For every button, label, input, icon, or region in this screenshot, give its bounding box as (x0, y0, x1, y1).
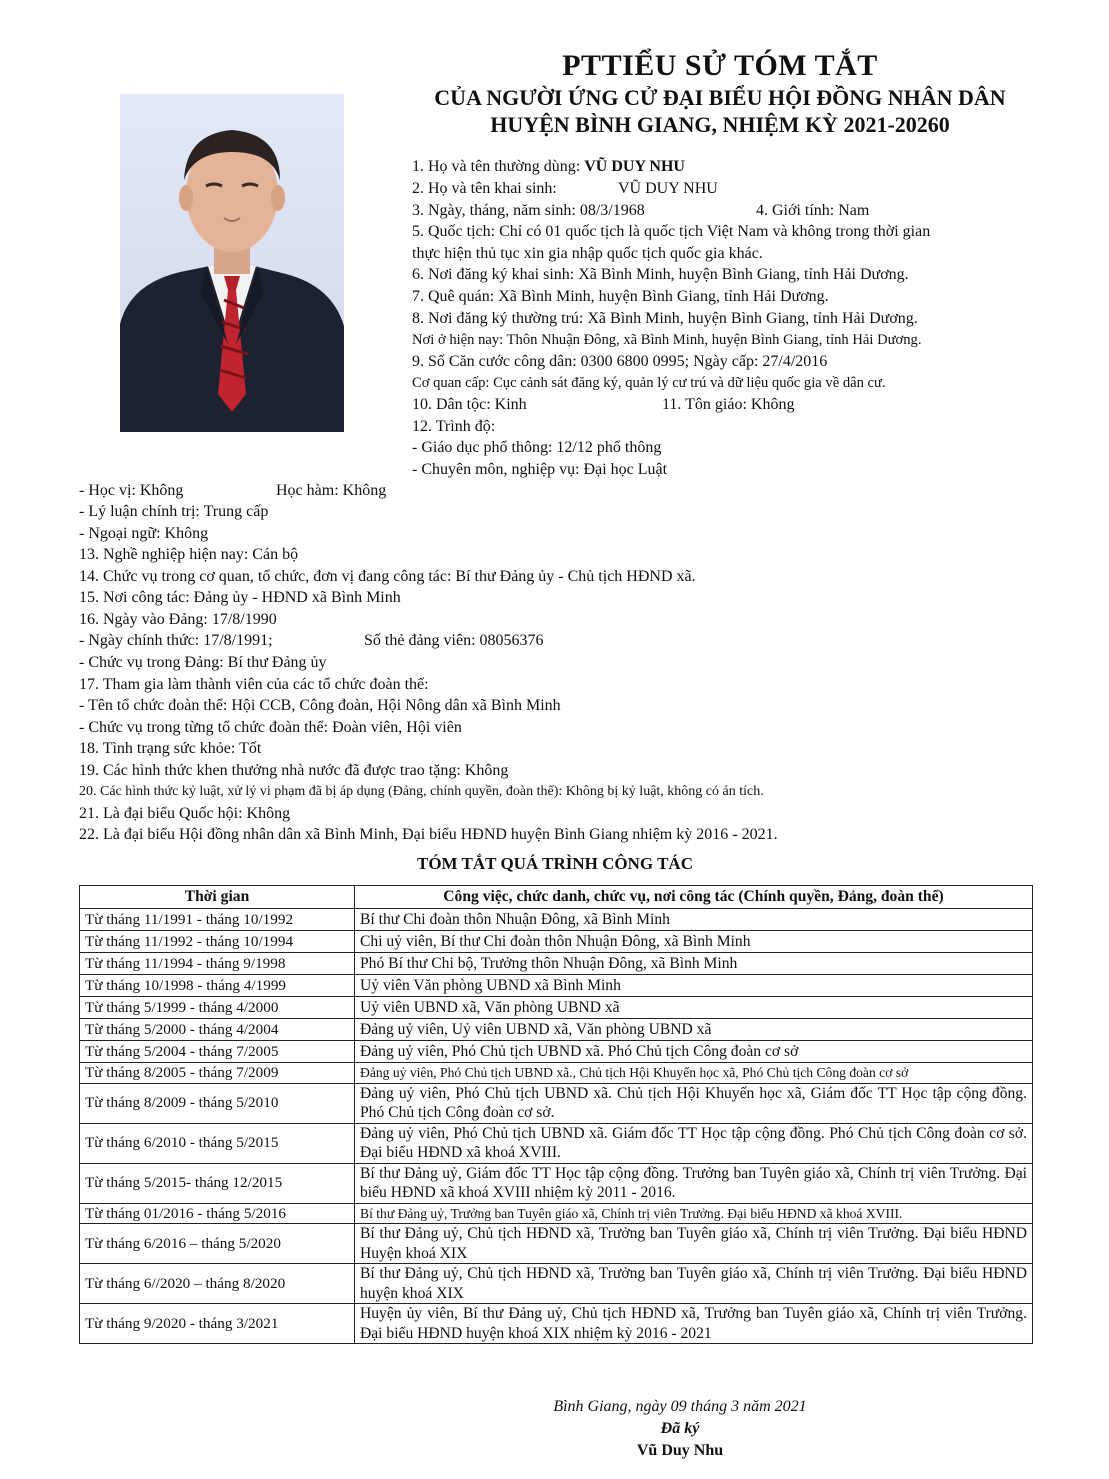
column-header-description: Công việc, chức danh, chức vụ, nơi công tác (Chính quyền, Đảng, đoàn thể) (355, 886, 1033, 909)
table-row (80, 1163, 1033, 1203)
work-period: Từ tháng 01/2016 - tháng 5/2016 (80, 1203, 355, 1224)
organizations-heading: 17. Tham gia làm thành viên của các tổ chức đoàn thể: (79, 676, 429, 693)
table-row (80, 931, 1033, 953)
permanent-residence: 8. Nơi đăng ký thường trú: Xã Bình Minh, huyện Bình Giang, tỉnh Hải Dương. (412, 310, 918, 327)
work-period: Từ tháng 11/1994 - tháng 9/1998 (80, 953, 355, 975)
work-period: Từ tháng 8/2009 - tháng 5/2010 (80, 1083, 355, 1123)
disciplinary-record: 20. Các hình thức kỷ luật, xử lý vi phạm đã bị áp dụng (Đảng, chính quyền, đoàn thể): Không bị kỷ luật, không có án tích. (79, 784, 764, 799)
work-description: Huyện ủy viên, Bí thư Đảng uỷ, Chủ tịch HĐND xã, Trưởng ban Tuyên giáo xã, Chính trị viên Trưởng. Đại biểu HĐND huyện khoá XIX nhiệm kỳ 2016 - 2021 (355, 1304, 1033, 1344)
nationality-line-1: 5. Quốc tịch: Chỉ có 01 quốc tịch là quốc tịch Việt Nam và không trong thời gian (412, 223, 931, 240)
table-header-row (80, 886, 1033, 909)
work-period: Từ tháng 6//2020 – tháng 8/2020 (80, 1264, 355, 1304)
work-period: Từ tháng 5/2004 - tháng 7/2005 (80, 1041, 355, 1063)
work-period: Từ tháng 8/2005 - tháng 7/2009 (80, 1063, 355, 1084)
document-subtitle-1: CỦA NGƯỜI ỨNG CỬ ĐẠI BIỂU HỘI ĐỒNG NHÂN DÂN (434, 85, 1006, 110)
bio-line-1 (412, 156, 685, 178)
birth-registration-place: 6. Nơi đăng ký khai sinh: Xã Bình Minh, huyện Bình Giang, tỉnh Hải Dương. (412, 266, 909, 283)
work-description: Đảng uỷ viên, Phó Chủ tịch UBND xã. Giám đốc TT Học tập cộng đồng. Phó Chủ tịch Công đoàn cơ sở. Đại biểu HĐND xã khoá XVIII. (355, 1123, 1033, 1163)
work-description: Uỷ viên Văn phòng UBND xã Bình Minh (355, 975, 1033, 997)
signer-name: Vũ Duy Nhu (636, 1442, 724, 1459)
professional-qualification: - Chuyên môn, nghiệp vụ: Đại học Luật (412, 461, 668, 478)
work-description: Chi uỷ viên, Bí thư Chi đoàn thôn Nhuận Đông, xã Bình Minh (355, 931, 1033, 953)
document-title: PTTIỂU SỬ TÓM TẮT (562, 49, 878, 82)
table-row (80, 1123, 1033, 1163)
work-period: Từ tháng 9/2020 - tháng 3/2021 (80, 1304, 355, 1344)
common-name-value: VŨ DUY NHU (584, 158, 685, 175)
work-history-table (79, 885, 1033, 1344)
work-description: Bí thư Đảng uỷ, Chủ tịch HĐND xã, Trưởng ban Tuyên giáo xã, Chính trị viên Trưởng. Đại biểu HĐND huyện khoá XIX (355, 1264, 1033, 1304)
work-period: Từ tháng 5/2015- tháng 12/2015 (80, 1163, 355, 1203)
issuing-authority: Cơ quan cấp: Cục cảnh sát đăng ký, quản lý cư trú và dữ liệu quốc gia về dân cư. (412, 375, 886, 391)
portrait-illustration (120, 94, 344, 432)
date-of-birth: 3. Ngày, tháng, năm sinh: 08/3/1968 (412, 202, 645, 219)
work-description: Uỷ viên UBND xã, Văn phòng UBND xã (355, 997, 1033, 1019)
work-history-rows (80, 909, 1033, 1344)
current-residence: Nơi ở hiện nay: Thôn Nhuận Đông, xã Bình Minh, huyện Bình Giang, tỉnh Hải Dương. (412, 332, 922, 348)
work-period: Từ tháng 6/2016 – tháng 5/2020 (80, 1224, 355, 1264)
foreign-language: - Ngoại ngữ: Không (79, 525, 209, 542)
table-row (80, 1083, 1033, 1123)
common-name-label: 1. Họ và tên thường dùng: (412, 158, 585, 175)
organization-positions: - Chức vụ trong từng tổ chức đoàn thể: Đoàn viên, Hội viên (79, 719, 462, 736)
political-theory: - Lý luận chính trị: Trung cấp (79, 503, 269, 520)
work-description: Đảng uỷ viên, Phó Chủ tịch UBND xã., Chủ tịch Hội Khuyến học xã, Phó Chủ tịch Công đoàn cơ sở (355, 1063, 1033, 1084)
signature-place-date: Bình Giang, ngày 09 tháng 3 năm 2021 (553, 1398, 807, 1415)
workplace: 15. Nơi công tác: Đảng ủy - HĐND xã Bình Minh (79, 589, 401, 606)
council-delegate: 22. Là đại biểu Hội đồng nhân dân xã Bình Minh, Đại biểu HĐND huyện Bình Giang nhiệm kỳ 2016 - 2021. (79, 826, 778, 843)
work-period: Từ tháng 5/2000 - tháng 4/2004 (80, 1019, 355, 1041)
work-description: Đảng uỷ viên, Phó Chủ tịch UBND xã. Phó Chủ tịch Công đoàn cơ sở (355, 1041, 1033, 1063)
table-row (80, 1304, 1033, 1344)
table-row (80, 975, 1033, 997)
ethnicity: 10. Dân tộc: Kinh (412, 396, 527, 413)
candidate-portrait-photo (120, 94, 344, 432)
table-row (80, 1041, 1033, 1063)
table-row (80, 953, 1033, 975)
gender: 4. Giới tính: Nam (756, 202, 870, 219)
academic-title: Học hàm: Không (276, 482, 387, 499)
academic-degree: - Học vị: Không (79, 482, 184, 499)
work-description: Bí thư Chi đoàn thôn Nhuận Đông, xã Bình Minh (355, 909, 1033, 931)
religion: 11. Tôn giáo: Không (662, 396, 795, 413)
organization-names: - Tên tổ chức đoàn thể: Hội CCB, Công đoàn, Hội Nông dân xã Bình Minh (79, 697, 561, 714)
work-period: Từ tháng 5/1999 - tháng 4/2000 (80, 997, 355, 1019)
table-row (80, 1264, 1033, 1304)
table-row (80, 1203, 1033, 1224)
party-official-date: - Ngày chính thức: 17/8/1991; (79, 632, 273, 649)
column-header-time: Thời gian (80, 886, 355, 909)
work-description: Bí thư Đảng uỷ, Giám đốc TT Học tập cộng đồng. Trưởng ban Tuyên giáo xã, Chính trị viên Trưởng. Đại biểu HĐND xã khoá XVIII nhiệm kỳ 2011 - 2016. (355, 1163, 1033, 1203)
work-period: Từ tháng 10/1998 - tháng 4/1999 (80, 975, 355, 997)
general-education: - Giáo dục phổ thông: 12/12 phổ thông (412, 439, 662, 456)
signature-status: Đã ký (660, 1420, 700, 1437)
birth-name-label: 2. Họ và tên khai sinh: (412, 180, 557, 197)
current-position: 14. Chức vụ trong cơ quan, tổ chức, đơn vị đang công tác: Bí thư Đảng ủy - Chủ tịch HĐND xã. (79, 568, 696, 585)
work-period: Từ tháng 6/2010 - tháng 5/2015 (80, 1123, 355, 1163)
nationality-line-2: thực hiện thủ tục xin gia nhập quốc tịch quốc gia khác. (412, 245, 763, 262)
table-row (80, 1019, 1033, 1041)
national-assembly-delegate: 21. Là đại biểu Quốc hội: Không (79, 805, 291, 822)
awards: 19. Các hình thức khen thưởng nhà nước đã được trao tặng: Không (79, 762, 509, 779)
work-history-title: TÓM TẮT QUÁ TRÌNH CÔNG TÁC (417, 854, 693, 873)
work-description: Đảng uỷ viên, Uỷ viên UBND xã, Văn phòng UBND xã (355, 1019, 1033, 1041)
table-row (80, 997, 1033, 1019)
current-occupation: 13. Nghề nghiệp hiện nay: Cán bộ (79, 546, 299, 563)
birth-name-value: VŨ DUY NHU (618, 180, 718, 197)
party-position: - Chức vụ trong Đảng: Bí thư Đảng ủy (79, 654, 327, 671)
document-header (340, 48, 1100, 138)
table-row (80, 909, 1033, 931)
table-row (80, 1224, 1033, 1264)
table-row (80, 1063, 1033, 1084)
hometown: 7. Quê quán: Xã Bình Minh, huyện Bình Giang, tỉnh Hải Dương. (412, 288, 829, 305)
health-status: 18. Tình trạng sức khỏe: Tốt (79, 740, 262, 757)
work-description: Bí thư Đảng uỷ, Chủ tịch HĐND xã, Trưởng ban Tuyên giáo xã, Chính trị viên Trưởng. Đại biểu HĐND Huyện khoá XIX (355, 1224, 1033, 1264)
work-description: Bí thư Đảng uỷ, Trưởng ban Tuyên giáo xã, Chính trị viên Trưởng. Đại biểu HĐND xã khoá XVIII. (355, 1203, 1033, 1224)
citizen-id: 9. Số Căn cước công dân: 0300 6800 0995; Ngày cấp: 27/4/2016 (412, 353, 828, 370)
party-card-number: Số thẻ đảng viên: 08056376 (364, 632, 544, 649)
document-subtitle-2: HUYỆN BÌNH GIANG, NHIỆM KỲ 2021-20260 (490, 112, 950, 137)
work-period: Từ tháng 11/1992 - tháng 10/1994 (80, 931, 355, 953)
education-heading: 12. Trình độ: (412, 418, 496, 435)
work-period: Từ tháng 11/1991 - tháng 10/1992 (80, 909, 355, 931)
party-join-date: 16. Ngày vào Đảng: 17/8/1990 (79, 611, 277, 628)
work-description: Đảng uỷ viên, Phó Chủ tịch UBND xã. Chủ tịch Hội Khuyến học xã, Giám đốc TT Học tập cộng đồng. Phó Chủ tịch Công đoàn cơ sở. (355, 1083, 1033, 1123)
work-description: Phó Bí thư Chi bộ, Trưởng thôn Nhuận Đông, xã Bình Minh (355, 953, 1033, 975)
